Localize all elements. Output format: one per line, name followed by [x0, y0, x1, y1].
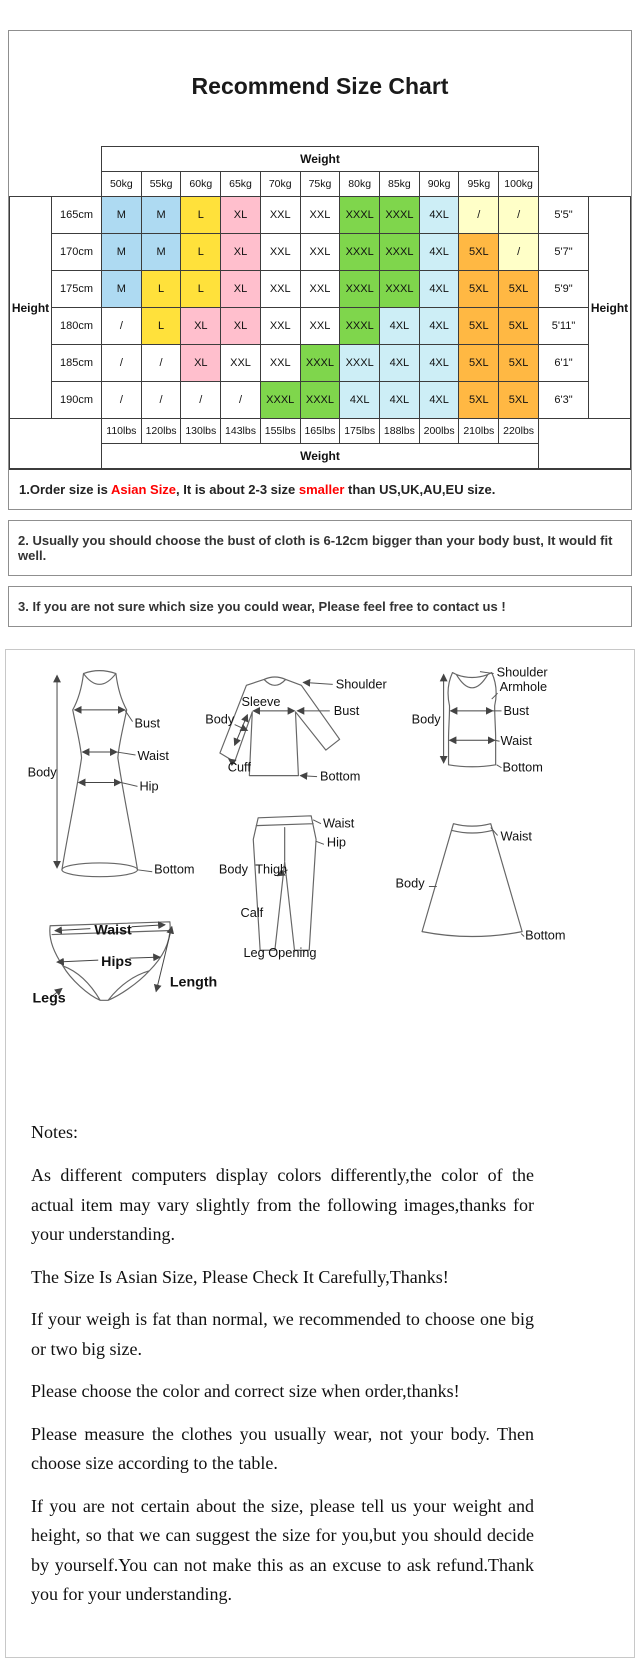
- lbs-label: 120lbs: [141, 419, 181, 444]
- dress-hem: [62, 863, 138, 877]
- hips-arrow-left: [57, 960, 98, 962]
- brief-waist-label: Waist: [94, 922, 132, 939]
- size-row-180: [10, 308, 631, 345]
- size-cell: /: [499, 197, 539, 234]
- height-cm-label: 165cm: [52, 197, 102, 234]
- vest-bust-label: Bust: [503, 702, 530, 718]
- height-cm-label: 175cm: [52, 271, 102, 308]
- skirt-waist-label: Waist: [500, 828, 532, 844]
- dress-hip-label: Hip: [139, 778, 159, 794]
- height-ft-label: 6'1": [539, 345, 589, 382]
- shirt-diagram: [205, 676, 387, 783]
- size-cell: 5XL: [459, 345, 499, 382]
- leader-bottom: [300, 776, 317, 777]
- note-1: [9, 469, 631, 509]
- notes-paragraph: Please measure the clothes you usually wear, not your body. Then choose size according to the table.: [31, 1423, 534, 1474]
- size-cell: XXL: [260, 197, 300, 234]
- size-cell: /: [141, 382, 181, 419]
- size-cell: /: [141, 345, 181, 382]
- brief-length-label: Length: [169, 974, 218, 991]
- size-cell: 5XL: [459, 271, 499, 308]
- size-cell: XXXL: [340, 345, 380, 382]
- lbs-label: 130lbs: [181, 419, 221, 444]
- lbs-label: 210lbs: [459, 419, 499, 444]
- dress-bottom-label: Bottom: [154, 861, 195, 877]
- skirt-body-label: Body: [395, 875, 425, 891]
- size-cell: L: [181, 271, 221, 308]
- size-cell: M: [102, 271, 142, 308]
- dress-body-label: Body: [27, 764, 57, 780]
- size-cell: /: [221, 382, 261, 419]
- size-cell: XXL: [260, 308, 300, 345]
- dress-bust-label: Bust: [134, 715, 161, 731]
- size-chart-table: [9, 146, 631, 469]
- notes-paragraph: As different computers display colors differently,the color of the actual item may vary slightly from the following images,thanks for your understanding.: [31, 1165, 534, 1245]
- leader-lines: [480, 672, 502, 768]
- weight-header-bottom: Weight: [102, 444, 539, 469]
- size-cell: XL: [221, 271, 261, 308]
- size-cell: XXXL: [380, 234, 420, 271]
- measurement-panel: [5, 649, 635, 1658]
- kg-label: 55kg: [141, 172, 181, 197]
- spacer-cell: [10, 419, 102, 469]
- height-header-right: Height: [589, 197, 631, 419]
- size-cell: XXXL: [340, 197, 380, 234]
- note-3-text: 3. If you are not sure which size you could wear, Please feel free to contact us !: [18, 599, 506, 614]
- size-cell: XXL: [260, 234, 300, 271]
- note-1-text: than US,UK,AU,EU size.: [344, 482, 496, 497]
- size-cell: 4XL: [419, 308, 459, 345]
- pants-leg-opening-label: Leg Opening: [243, 945, 317, 961]
- hips-arrow-right: [130, 957, 160, 958]
- note-3: [8, 586, 632, 627]
- pants-waist-label: Waist: [322, 815, 355, 831]
- lbs-label: 155lbs: [260, 419, 300, 444]
- notes-paragraph: The Size Is Asian Size, Please Check It Carefully,Thanks!: [31, 1266, 449, 1287]
- notes-section: [31, 1118, 534, 1610]
- size-cell: L: [141, 271, 181, 308]
- kg-label: 95kg: [459, 172, 499, 197]
- spacer-cell: [539, 172, 631, 197]
- shirt-bust-label: Bust: [333, 702, 360, 718]
- pants-thigh-label: Thigh: [255, 861, 288, 877]
- kg-label: 90kg: [419, 172, 459, 197]
- size-cell: XXXL: [380, 271, 420, 308]
- lbs-label: 175lbs: [340, 419, 380, 444]
- size-chart-panel: [8, 30, 632, 510]
- dress-waist-label: Waist: [137, 747, 169, 763]
- lbs-label: 200lbs: [419, 419, 459, 444]
- size-cell: M: [141, 234, 181, 271]
- vest-diagram: [412, 664, 549, 774]
- size-cell: 4XL: [340, 382, 380, 419]
- size-cell: XXL: [260, 271, 300, 308]
- size-cell: 4XL: [419, 197, 459, 234]
- waist-arrow-right: [132, 925, 165, 927]
- size-cell: XXXL: [260, 382, 300, 419]
- notes-paragraph: If your weigh is fat than normal, we recommended to choose one big or two big size.: [31, 1309, 534, 1359]
- dress-outline: [62, 671, 138, 870]
- weight-header-row: [10, 147, 631, 172]
- lbs-label: 220lbs: [499, 419, 539, 444]
- size-cell: 5XL: [499, 308, 539, 345]
- size-cell: 4XL: [380, 345, 420, 382]
- lbs-label: 165lbs: [300, 419, 340, 444]
- spacer-cell: [10, 172, 102, 197]
- size-cell: L: [181, 234, 221, 271]
- size-cell: 4XL: [419, 271, 459, 308]
- lbs-label: 188lbs: [380, 419, 420, 444]
- note-1-asian-size: Asian Size: [111, 482, 177, 497]
- size-cell: 5XL: [459, 382, 499, 419]
- kg-label: 75kg: [300, 172, 340, 197]
- vest-armhole-label: Armhole: [499, 679, 548, 695]
- height-header-left: Height: [10, 197, 52, 419]
- size-cell: 4XL: [380, 382, 420, 419]
- shirt-cuff-label: Cuff: [227, 759, 251, 775]
- note-2: [8, 520, 632, 576]
- size-cell: /: [459, 197, 499, 234]
- size-cell: XL: [181, 345, 221, 382]
- pants-diagram: [219, 816, 355, 961]
- lbs-row: [10, 419, 631, 444]
- kg-row: [10, 172, 631, 197]
- note-1-smaller: smaller: [298, 482, 345, 497]
- size-cell: XL: [221, 197, 261, 234]
- height-cm-label: 180cm: [52, 308, 102, 345]
- size-cell: XXL: [300, 308, 340, 345]
- size-cell: 5XL: [459, 234, 499, 271]
- skirt-diagram: [396, 824, 566, 943]
- size-cell: 4XL: [419, 382, 459, 419]
- notes-paragraph: Please choose the color and correct size when order,thanks!: [31, 1381, 460, 1402]
- size-cell: XXXL: [380, 197, 420, 234]
- page: [0, 30, 640, 1658]
- size-cell: XXXL: [340, 234, 380, 271]
- size-cell: XXXL: [300, 382, 340, 419]
- size-cell: M: [141, 197, 181, 234]
- kg-label: 80kg: [340, 172, 380, 197]
- dress-diagram: [28, 671, 195, 877]
- size-cell: M: [102, 197, 142, 234]
- spacer-cell: [539, 147, 631, 172]
- height-ft-label: 6'3": [539, 382, 589, 419]
- size-cell: XL: [181, 308, 221, 345]
- notes-heading: Notes:: [31, 1121, 78, 1142]
- size-cell: 5XL: [459, 308, 499, 345]
- size-cell: 5XL: [499, 382, 539, 419]
- kg-label: 60kg: [181, 172, 221, 197]
- vest-shoulder-label: Shoulder: [496, 664, 548, 680]
- brief-legs-label: Legs: [32, 990, 66, 1007]
- note-1-text: , It is about 2-3 size: [176, 482, 299, 497]
- height-cm-label: 185cm: [52, 345, 102, 382]
- height-ft-label: 5'5": [539, 197, 589, 234]
- size-cell: /: [181, 382, 221, 419]
- pants-outline: [253, 816, 316, 950]
- size-cell: /: [499, 234, 539, 271]
- size-row-190: [10, 382, 631, 419]
- brief-hips-label: Hips: [101, 953, 132, 970]
- size-row-165: [10, 197, 631, 234]
- size-cell: 4XL: [380, 308, 420, 345]
- size-cell: 4XL: [419, 234, 459, 271]
- leader-shoulder: [303, 682, 332, 684]
- size-cell: L: [181, 197, 221, 234]
- size-chart-title: Recommend Size Chart: [191, 73, 449, 99]
- shirt-shoulder-label: Shoulder: [335, 676, 387, 692]
- kg-label: 70kg: [260, 172, 300, 197]
- size-cell: XL: [221, 308, 261, 345]
- lbs-label: 143lbs: [221, 419, 261, 444]
- shirt-body-label: Body: [205, 711, 235, 727]
- size-cell: /: [102, 382, 142, 419]
- height-ft-label: 5'9": [539, 271, 589, 308]
- pants-calf-label: Calf: [240, 904, 264, 920]
- size-cell: 4XL: [419, 345, 459, 382]
- size-cell: XXL: [221, 345, 261, 382]
- size-cell: XXL: [300, 234, 340, 271]
- spacer-cell: [539, 419, 631, 469]
- size-cell: 5XL: [499, 345, 539, 382]
- pants-hip-label: Hip: [326, 834, 347, 850]
- size-cell: XXL: [260, 345, 300, 382]
- size-cell: XXXL: [340, 308, 380, 345]
- weight-header-top: Weight: [102, 147, 539, 172]
- size-row-185: [10, 345, 631, 382]
- pants-body-label: Body: [218, 861, 248, 877]
- size-cell: XXXL: [340, 271, 380, 308]
- note-1-text: 1.Order size is: [19, 482, 112, 497]
- brief-diagram: [32, 922, 217, 1006]
- waist-arrow-left: [55, 929, 90, 931]
- size-cell: XXL: [300, 197, 340, 234]
- size-row-175: [10, 271, 631, 308]
- vest-outline: [448, 673, 496, 767]
- notes-paragraph: If you are not certain about the size, please tell us your weight and height, so that we can suggest the size for you,but you should decide by yourself.You can not make this as an excuse to ask refund.Thank you for your understanding.: [31, 1495, 534, 1605]
- kg-label: 85kg: [380, 172, 420, 197]
- shirt-bottom-label: Bottom: [320, 768, 361, 784]
- size-cell: XXXL: [300, 345, 340, 382]
- size-cell: XL: [221, 234, 261, 271]
- vest-bottom-label: Bottom: [502, 759, 543, 775]
- kg-label: 50kg: [102, 172, 142, 197]
- lbs-label: 110lbs: [102, 419, 142, 444]
- skirt-bottom-label: Bottom: [525, 927, 566, 943]
- vest-waist-label: Waist: [500, 733, 532, 749]
- spacer-cell: [10, 147, 102, 172]
- height-cm-label: 190cm: [52, 382, 102, 419]
- kg-label: 100kg: [499, 172, 539, 197]
- size-cell: L: [141, 308, 181, 345]
- measurement-diagrams: [6, 650, 634, 1043]
- size-row-170: [10, 234, 631, 271]
- size-cell: 5XL: [499, 271, 539, 308]
- height-cm-label: 170cm: [52, 234, 102, 271]
- height-ft-label: 5'7": [539, 234, 589, 271]
- shirt-sleeve-label: Sleeve: [241, 693, 281, 709]
- size-cell: XXL: [300, 271, 340, 308]
- kg-label: 65kg: [221, 172, 261, 197]
- weight-footer-row: [10, 444, 631, 469]
- size-cell: /: [102, 308, 142, 345]
- size-cell: /: [102, 345, 142, 382]
- height-ft-label: 5'11": [539, 308, 589, 345]
- note-2-text: 2. Usually you should choose the bust of cloth is 6-12cm bigger than your body bust, It would fit well.: [18, 533, 613, 563]
- vest-body-label: Body: [411, 711, 441, 727]
- leader-lines: [429, 828, 524, 937]
- size-cell: M: [102, 234, 142, 271]
